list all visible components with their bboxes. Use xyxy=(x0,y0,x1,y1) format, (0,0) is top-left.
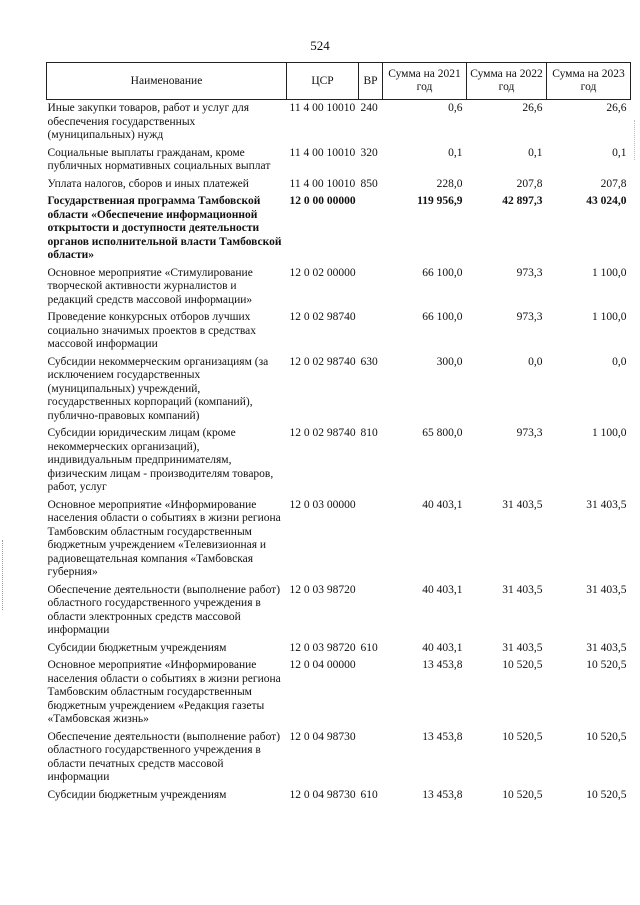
row-sum-2021: 66 100,0 xyxy=(422,311,463,323)
row-csr: 11 4 00 10010 xyxy=(289,102,356,114)
row-sum-2023: 207,8 xyxy=(600,177,627,190)
row-csr: 12 0 03 98720 xyxy=(289,583,356,596)
table-row xyxy=(47,659,631,731)
row-sum-2023: 1 100,0 xyxy=(592,427,627,439)
row-sum-2022: 973,3 xyxy=(516,311,543,323)
table-body xyxy=(47,100,631,807)
table-row-program xyxy=(47,195,631,267)
row-vr: 850 xyxy=(360,177,378,190)
row-sum-2023: 43 024,0 xyxy=(586,195,627,207)
row-vr: 240 xyxy=(360,102,378,114)
table-row xyxy=(47,356,631,428)
header-sum-2022: Сумма на 2022 год xyxy=(467,63,547,100)
row-sum-2023: 10 520,5 xyxy=(586,659,627,671)
row-name: Обеспечение деятельности (выполнение работ) областного государственного учреждения в области электронных средств массовой информации xyxy=(47,583,281,636)
row-sum-2021: 40 403,1 xyxy=(422,641,463,654)
row-sum-2023: 0,1 xyxy=(612,146,627,159)
row-csr: 12 0 03 98720 xyxy=(289,641,356,654)
row-sum-2023: 31 403,5 xyxy=(586,583,627,596)
row-sum-2021: 40 403,1 xyxy=(422,498,463,511)
row-csr: 12 0 02 98740 xyxy=(289,427,356,439)
row-sum-2022: 973,3 xyxy=(516,266,543,279)
row-csr: 11 4 00 10010 xyxy=(289,146,356,159)
row-name: Социальные выплаты гражданам, кроме публичных нормативных социальных выплат xyxy=(47,146,271,172)
row-vr: 610 xyxy=(360,788,378,801)
row-sum-2021: 40 403,1 xyxy=(422,583,463,596)
row-csr: 12 0 04 98730 xyxy=(289,788,356,801)
row-name: Обеспечение деятельности (выполнение работ) областного государственного учреждения в области печатных средств массовой информации xyxy=(47,730,281,783)
row-vr: 810 xyxy=(360,427,378,439)
row-csr: 12 0 02 98740 xyxy=(289,311,356,323)
row-sum-2022: 10 520,5 xyxy=(502,788,543,801)
row-name: Проведение конкурсных отборов лучших социально значимых проектов в средствах массовой информации xyxy=(47,311,257,350)
table-row xyxy=(47,789,631,807)
row-sum-2021: 13 453,8 xyxy=(422,788,463,801)
table-row xyxy=(47,100,631,147)
table-row xyxy=(47,147,631,178)
table-row xyxy=(47,311,631,356)
row-sum-2022: 31 403,5 xyxy=(502,583,543,596)
row-csr: 12 0 04 00000 xyxy=(289,659,356,671)
row-vr xyxy=(359,267,383,312)
row-name: Субсидии некоммерческим организациям (за исключением государственных (муниципальных) учреждений, государственных корпораций (компаний), публично-правовых компаний) xyxy=(47,355,269,422)
row-vr xyxy=(359,195,383,267)
page-number: 524 xyxy=(310,38,330,53)
row-csr: 12 0 04 98730 xyxy=(289,730,356,743)
row-sum-2021: 13 453,8 xyxy=(422,659,463,671)
row-sum-2021: 0,6 xyxy=(448,102,463,114)
row-vr: 630 xyxy=(360,355,378,368)
header-sum-2021: Сумма на 2021 год xyxy=(383,63,467,100)
row-vr xyxy=(359,584,383,642)
row-sum-2021: 66 100,0 xyxy=(422,266,463,279)
table-row xyxy=(47,427,631,499)
row-sum-2022: 973,3 xyxy=(516,427,543,439)
row-sum-2023: 31 403,5 xyxy=(586,498,627,511)
row-sum-2021: 65 800,0 xyxy=(422,427,463,439)
row-vr xyxy=(359,311,383,356)
row-sum-2021: 0,1 xyxy=(448,146,463,159)
row-vr: 320 xyxy=(360,146,378,159)
row-csr: 12 0 03 00000 xyxy=(289,498,356,511)
header-name: Наименование xyxy=(47,63,287,100)
row-vr xyxy=(359,731,383,789)
table-row xyxy=(47,178,631,196)
row-sum-2023: 10 520,5 xyxy=(586,788,627,801)
row-name: Основное мероприятие «Информирование населения области о событиях в жизни региона Тамбовским областным государственным бюджетным учреждением «Телевизионная и радиовещательная компания «Тамбовская губерния» xyxy=(47,498,281,578)
row-sum-2023: 31 403,5 xyxy=(586,641,627,654)
table-row xyxy=(47,267,631,312)
row-csr: 12 0 00 00000 xyxy=(289,195,356,207)
row-vr xyxy=(359,659,383,731)
row-sum-2022: 31 403,5 xyxy=(502,641,543,654)
row-sum-2022: 207,8 xyxy=(516,177,543,190)
row-name: Иные закупки товаров, работ и услуг для обеспечения государственных (муниципальных) нужд xyxy=(47,102,249,141)
row-sum-2022: 0,1 xyxy=(528,146,543,159)
row-sum-2022: 31 403,5 xyxy=(502,498,543,511)
row-csr: 12 0 02 98740 xyxy=(289,355,356,368)
row-sum-2021: 300,0 xyxy=(436,355,463,368)
row-csr: 12 0 02 00000 xyxy=(289,266,356,279)
row-sum-2022: 10 520,5 xyxy=(502,659,543,671)
row-sum-2022: 10 520,5 xyxy=(502,730,543,743)
row-name: Основное мероприятие «Информирование населения области о событиях в жизни региона Тамбовским областным государственным бюджетным учреждением «Редакция газеты «Тамбовская жизнь» xyxy=(47,659,281,725)
row-sum-2023: 1 100,0 xyxy=(592,266,627,279)
row-name: Субсидии юридическим лицам (кроме некоммерческих организаций), индивидуальным предпринимателям, физическим лицам - производителям товаров, работ, услуг xyxy=(47,427,274,493)
table-row xyxy=(47,584,631,642)
row-sum-2023: 1 100,0 xyxy=(592,311,627,323)
row-vr: 610 xyxy=(360,641,378,654)
table-row xyxy=(47,731,631,789)
row-sum-2021: 119 956,9 xyxy=(417,195,463,207)
header-sum-2023: Сумма на 2023 год xyxy=(547,63,631,100)
row-vr xyxy=(359,499,383,584)
row-sum-2021: 228,0 xyxy=(436,177,463,190)
row-sum-2021: 13 453,8 xyxy=(422,730,463,743)
row-name: Государственная программа Тамбовской области «Обеспечение информационной открытости и доступности деятельности органов исполнительной власти Тамбовской области» xyxy=(47,195,282,261)
row-sum-2022: 0,0 xyxy=(528,355,543,368)
row-csr: 11 4 00 10010 xyxy=(289,177,356,190)
table-row xyxy=(47,642,631,660)
row-sum-2023: 10 520,5 xyxy=(586,730,627,743)
header-vr: ВР xyxy=(359,63,383,100)
row-name: Субсидии бюджетным учреждениям xyxy=(47,788,227,801)
row-name: Уплата налогов, сборов и иных платежей xyxy=(47,177,249,190)
budget-table xyxy=(46,62,631,806)
scan-edge-mark xyxy=(2,540,4,610)
scan-edge-mark xyxy=(634,120,636,160)
row-sum-2023: 26,6 xyxy=(606,102,627,114)
row-name: Основное мероприятие «Стимулирование творческой активности журналистов и редакций средств массовой информации» xyxy=(47,266,253,306)
row-name: Субсидии бюджетным учреждениям xyxy=(47,641,227,654)
table-row xyxy=(47,499,631,584)
table-header xyxy=(47,63,631,100)
row-sum-2022: 42 897,3 xyxy=(502,195,543,207)
row-sum-2023: 0,0 xyxy=(612,355,627,368)
row-sum-2022: 26,6 xyxy=(522,102,543,114)
header-csr: ЦСР xyxy=(287,63,359,100)
